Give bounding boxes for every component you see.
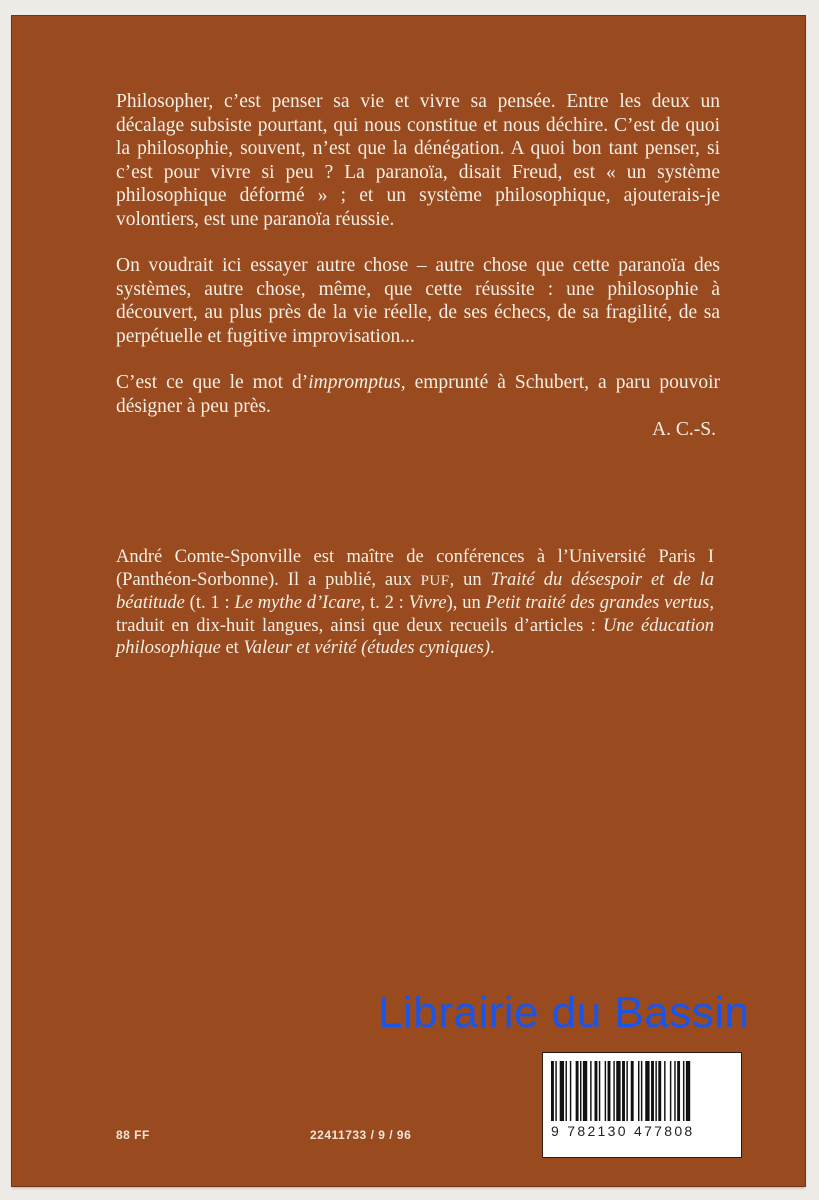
- barcode-bar: [631, 1061, 634, 1121]
- barcode-bar: [608, 1061, 611, 1121]
- blurb-paragraph-3: [116, 371, 720, 418]
- bio-t6: traduit en dix-huit langues, ainsi que deux recueils d’articles :: [116, 615, 603, 636]
- barcode-number: 9 782130 477808: [551, 1123, 695, 1139]
- barcode-bar: [599, 1061, 600, 1121]
- bio-title-2: Le mythe d’Icare,: [234, 593, 366, 613]
- print-code: 22411733 / 9 / 96: [310, 1128, 412, 1142]
- barcode-bar: [570, 1061, 571, 1121]
- barcode-bar: [645, 1061, 649, 1121]
- barcode-bar: [677, 1061, 680, 1121]
- bio-title-1: Traité du désespoir et de la béatitude: [116, 569, 714, 613]
- barcode-bar: [622, 1061, 625, 1121]
- barcode-bar: [551, 1061, 554, 1121]
- barcode: [542, 1052, 742, 1158]
- barcode-bar: [670, 1061, 671, 1121]
- barcode-bar: [560, 1061, 564, 1121]
- barcode-bar: [605, 1061, 606, 1121]
- blurb-p3-text-b: emprunté à Schubert, a paru pouvoir désigner à peu près.: [116, 372, 721, 417]
- blurb-p3-italic: impromptus,: [308, 372, 406, 393]
- blurb-paragraph-2: On voudrait ici essayer autre chose – autre chose que cette paranoïa des systèmes, autre chose, même, que cette réussite : une philosophie à découvert, au plus près de la vie réelle, de ses échecs, de sa fragilité, de sa perpétuelle et fugitive improvisation...: [116, 255, 720, 347]
- watermark-text: Librairie du Bassin: [378, 988, 750, 1037]
- blurb: [116, 90, 720, 442]
- blurb-p3-text-a: C’est ce que le mot d’: [116, 372, 309, 393]
- price-label: 88 FF: [116, 1128, 150, 1142]
- barcode-bar: [683, 1061, 684, 1121]
- barcode-bar: [674, 1061, 675, 1121]
- barcode-bar: [555, 1061, 556, 1121]
- bio-title-3: Vivre: [408, 593, 447, 613]
- barcode-bar: [566, 1061, 567, 1121]
- barcode-bar: [655, 1061, 656, 1121]
- bio-publisher: PUF: [420, 572, 450, 589]
- bio-title-4: Petit traité des grandes vertus,: [485, 593, 714, 613]
- bio-t2: , un: [449, 569, 491, 590]
- barcode-bar: [616, 1061, 620, 1121]
- bio-t8: .: [490, 638, 495, 658]
- barcode-bar: [664, 1061, 665, 1121]
- barcode-bar: [595, 1061, 598, 1121]
- barcode-bar: [626, 1061, 627, 1121]
- bio-t1: André Comte-Sponville est maître de conférences à l’Université Paris I (Panthéon-Sorbonne). Il a publié, aux: [116, 547, 714, 590]
- author-bio: [116, 546, 714, 660]
- barcode-bar: [576, 1061, 579, 1121]
- barcode-bars: [549, 1061, 735, 1121]
- barcode-bar: [638, 1061, 639, 1121]
- barcode-bar: [613, 1061, 614, 1121]
- author-signature: A. C.-S.: [652, 419, 716, 440]
- barcode-bar: [580, 1061, 581, 1121]
- bio-title-5: Une éducation philosophique: [116, 615, 714, 658]
- barcode-bar: [590, 1061, 591, 1121]
- barcode-bar: [583, 1061, 587, 1121]
- bio-t3: (t. 1 :: [184, 593, 235, 613]
- blurb-paragraph-1: Philosopher, c’est penser sa vie et vivre sa pensée. Entre les deux un décalage subsiste pourtant, qui nous constitue et nous déchire. C’est de quoi la philosophie, souvent, n’est que la dénégation. A quoi bon tant penser, si c’est pour vivre si peu ? La paranoïa, disait Freud, est « un système philosophique déformé » ; et un système philosophique, ajouterais-je volontiers, est une paranoïa réussie.: [116, 91, 720, 230]
- author-bio-paragraph: [116, 546, 714, 660]
- bio-t7: et: [220, 638, 244, 658]
- barcode-bar: [641, 1061, 642, 1121]
- barcode-bar: [658, 1061, 661, 1121]
- barcode-bar: [686, 1061, 690, 1121]
- barcode-bar: [651, 1061, 654, 1121]
- bio-t5: ), un: [446, 593, 486, 613]
- bio-t4: t. 2 :: [365, 593, 409, 613]
- bio-title-6: Valeur et vérité (études cyniques): [243, 638, 491, 658]
